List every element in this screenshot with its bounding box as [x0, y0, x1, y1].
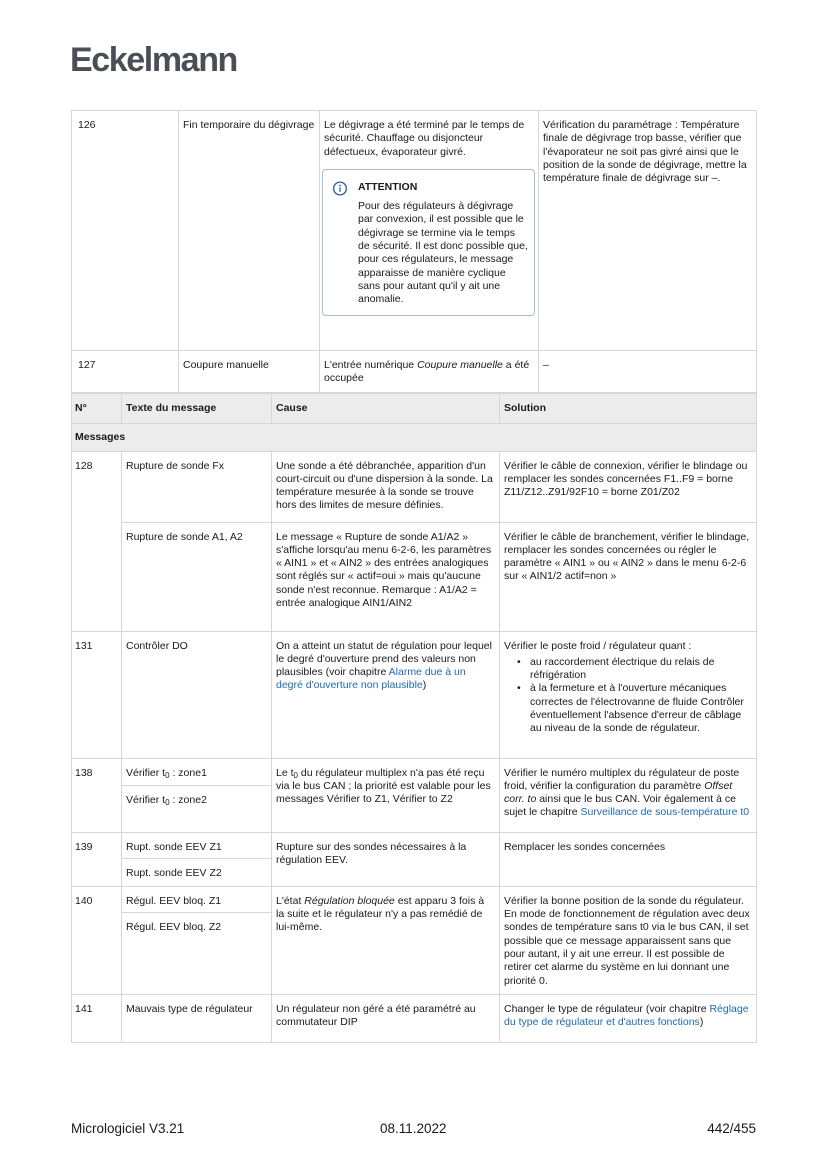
message-text: Rupture de sonde A1, A2: [122, 522, 272, 631]
table-row: [72, 832, 757, 886]
cause-cell: L'entrée numérique Coupure manuelle a été occupée: [320, 351, 539, 393]
note-text: Pour des régulateurs à dégivrage par convexion, il est possible que le dégivrage se termine via le temps de sécurité. Il est donc possible que, pour ces régulateurs, le message apparaisse de manière cyclique sans pour autant qu'il y ait une anomalie.: [358, 200, 528, 306]
header-message: Texte du message: [122, 394, 272, 424]
table-row: [72, 758, 757, 832]
table-row: [72, 886, 757, 994]
row-number: 126: [72, 111, 179, 351]
table-row: [72, 522, 757, 631]
eckelmann-logo: Eckelmann: [70, 41, 237, 79]
note-title: ATTENTION: [358, 180, 418, 193]
chapter-link[interactable]: Réglage du type de régulateur et d'autres fonctions: [504, 1002, 749, 1029]
header-solution: Solution: [500, 394, 757, 424]
header-cause: Cause: [272, 394, 500, 424]
cause-cell: L'état Régulation bloquée est apparu 3 fois à la suite et le régulateur n'y a pas remédié de lui-même.: [272, 886, 500, 994]
list-item: • au raccordement électrique du relais de réfrigération: [522, 656, 752, 683]
row-number: 127: [72, 351, 179, 393]
solution-cell: Vérifier le poste froid / régulateur quant : • au raccordement électrique du relais de réfrigération • à la fermeture et à l'ouverture mécaniques correctes de l'électrovanne de fluide Contrôler éventuellement l'absence d'erreur de câblage au niveau de la sonde de régulateur.: [500, 631, 757, 758]
solution-cell: Changer le type de régulateur (voir chapitre Réglage du type de régulateur et d'autres fonctions): [500, 994, 757, 1042]
table-row: [72, 631, 757, 758]
footer-version: Micrologiciel V3.21: [71, 1121, 185, 1136]
header-number: N°: [72, 394, 122, 424]
cause-cell: Un régulateur non géré a été paramétré au commutateur DIP: [272, 994, 500, 1042]
message-table: [71, 393, 757, 1043]
list-item: • à la fermeture et à l'ouverture mécaniques correctes de l'électrovanne de fluide Contrôler éventuellement l'absence d'erreur de câblage au niveau de la sonde de régulateur.: [522, 682, 752, 735]
chapter-link[interactable]: Alarme due à un degré d'ouverture non plausible: [276, 666, 466, 692]
solution-cell: –: [539, 351, 757, 393]
cause-cell: Une sonde a été débranchée, apparition d'un court-circuit ou d'une dispersion à la sonde. La température mesurée à la sonde se trouve hors des limites de mesure définies.: [272, 451, 500, 522]
cause-cell: Le message « Rupture de sonde A1/A2 » s'affiche lorsqu'au menu 6-2-6, les paramètres « AIN1 » et « AIN2 » des entrées analogiques sont réglés sur « actif=oui » mais qu'aucune sonde n'est reconnue. Remarque : A1/A2 = entrée analogique AIN1/AIN2: [272, 522, 500, 631]
section-row: [72, 424, 757, 451]
message-table-continued: [71, 110, 757, 393]
message-text: Fin temporaire du dégivrage: [179, 111, 320, 351]
message-text: Mauvais type de régulateur: [122, 994, 272, 1042]
info-icon: [331, 181, 349, 196]
message-text: Régul. EEV bloq. Z1 Régul. EEV bloq. Z2: [122, 886, 272, 994]
cause-cell: Rupture sur des sondes nécessaires à la régulation EEV.: [272, 832, 500, 886]
solution-cell: Vérifier le câble de connexion, vérifier le blindage ou remplacer les sondes concernées F1..F9 = borne Z11/Z12..Z91/92F10 = borne Z01/Z02: [500, 451, 757, 522]
footer-date: 08.11.2022: [380, 1121, 447, 1136]
solution-cell: Vérifier la bonne position de la sonde du régulateur. En mode de fonctionnement de régulation avec deux sondes de température sans t0 via le bus CAN, il set possible que ce message apparaissent sans que pour autant, il y ait une erreur. Il est possible de retirer cet alarme du système en lui donnant une priorité 0.: [500, 886, 757, 994]
cause-cell: Le dégivrage a été terminé par le temps de sécurité. Chauffage ou disjoncteur défectueux, évaporateur givré. ATTENTION Pour des régulateurs à dégivrage par convexion, il est possible que le dégivrage se termine via le temps de sécurité. Il est donc possible que, pour ces régulateurs, le message apparaisse de manière cyclique sans pour autant qu'il y ait une anomalie.: [320, 111, 539, 351]
solution-cell: Vérification du paramétrage : Température finale de dégivrage trop basse, vérifier que l'évaporateur ne soit pas givré ainsi que le position de la sonde de dégivrage, mettre la température finale de dégivrage sur –.: [539, 111, 757, 351]
attention-note: [322, 169, 535, 316]
row-number: 141: [72, 994, 122, 1042]
row-number: 138: [72, 758, 122, 832]
solution-cell: Vérifier le numéro multiplex du régulateur de poste froid, vérifier la configuration du paramètre Offset corr. to ainsi que le bus CAN. Voir également à ce sujet le chapitre Surveillance de sous-température t0: [500, 758, 757, 832]
table-header-row: [72, 394, 757, 424]
row-number: 131: [72, 631, 122, 758]
message-text: Rupture de sonde Fx: [122, 451, 272, 522]
row-number: 139: [72, 832, 122, 886]
message-text: Coupure manuelle: [179, 351, 320, 393]
message-text: Contrôler DO: [122, 631, 272, 758]
cause-cell: On a atteint un statut de régulation pour lequel le degré d'ouverture prend des valeurs non plausibles (voir chapitre Alarme due à un degré d'ouverture non plausible): [272, 631, 500, 758]
row-number: 128: [72, 451, 122, 631]
table-row: [72, 451, 757, 522]
solution-cell: Vérifier le câble de branchement, vérifier le blindage, remplacer les sondes concernées ou régler le paramètre « AIN1 » ou « AIN2 » dans le menu 6-2-6 sur « AIN1/2 actif=non »: [500, 522, 757, 631]
solution-cell: Remplacer les sondes concernées: [500, 832, 757, 886]
chapter-link[interactable]: Surveillance de sous-température t0: [580, 806, 750, 819]
row-number: 140: [72, 886, 122, 994]
message-text: Rupt. sonde EEV Z1 Rupt. sonde EEV Z2: [122, 832, 272, 886]
table-row: [72, 351, 757, 393]
cause-cell: Le $t_0$ du régulateur multiplex n'a pas été reçu via le bus CAN ; la priorité est valable pour les messages Vérifier to Z1, Vérifier to Z2: [272, 758, 500, 832]
table-row: [72, 111, 757, 351]
message-text: Vérifier $t_0$ : zone1 Vérifier $t_0$ : zone2: [122, 758, 272, 832]
section-title: Messages: [72, 424, 757, 451]
bullet-list: [504, 656, 752, 736]
table-row: [72, 994, 757, 1042]
footer-page-number: 442/455: [707, 1121, 756, 1136]
